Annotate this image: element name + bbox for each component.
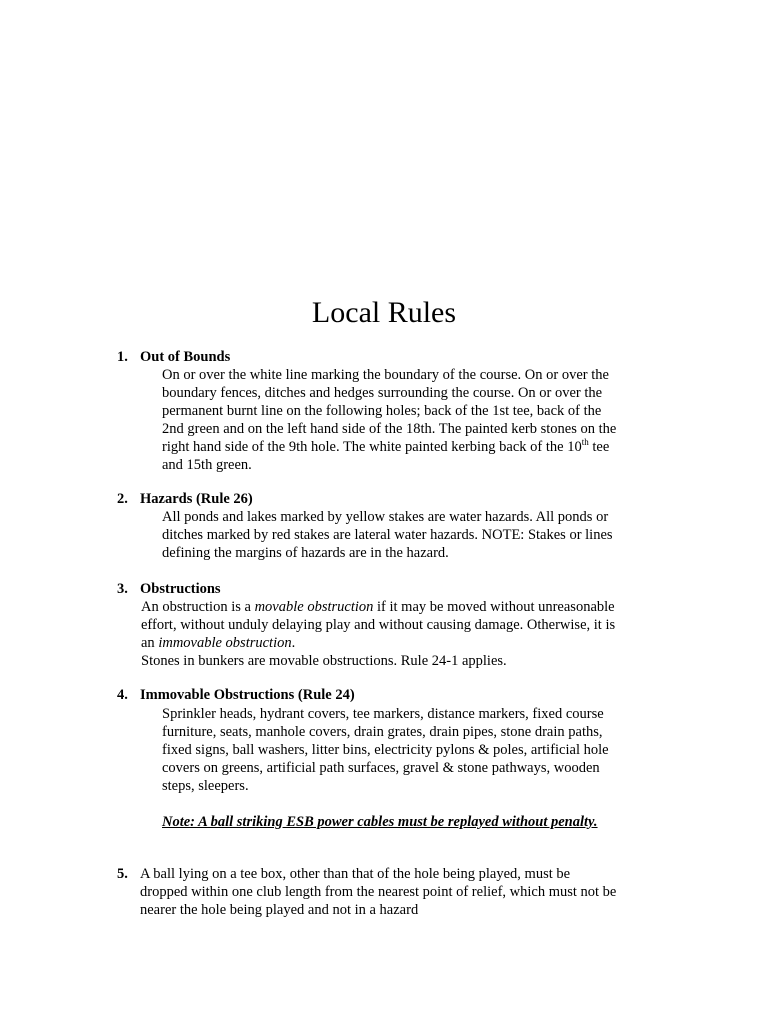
section-number: 2. [117,491,128,507]
section-number: 1. [117,349,128,365]
body-line: Stones in bunkers are movable obstructions. Rule 24-1 applies. [141,653,507,669]
note-text: Note: A ball striking ESB power cables must be replayed without penalty. [162,814,598,830]
body-line: A ball lying on a tee box, other than that of the hole being played, must be [140,866,571,882]
body-line: and 15th green. [162,457,252,473]
section-heading: Out of Bounds [140,349,231,365]
body-text: tee [588,439,610,455]
body-line: permanent burnt line on the following holes; back of the 1st tee, back of the [162,403,602,419]
body-text: an [141,635,159,651]
body-text: An obstruction is a [141,599,255,615]
body-line: Sprinkler heads, hydrant covers, tee markers, distance markers, fixed course [162,706,604,722]
body-line: ditches marked by red stakes are lateral water hazards. NOTE: Stakes or lines [162,527,613,543]
body-line: steps, sleepers. [162,778,249,794]
body-line: furniture, seats, manhole covers, drain grates, drain pipes, stone drain paths, [162,724,603,740]
section-number: 4. [117,687,128,703]
body-line: 2nd green and on the left hand side of the 18th. The painted kerb stones on the [162,421,617,437]
section-body [162,705,609,795]
section-body [140,865,616,919]
section-heading: Hazards (Rule 26) [140,491,253,507]
emphasis-text: immovable obstruction [158,635,292,651]
section-body [162,366,616,474]
body-text: if it may be moved without unreasonable [373,599,615,615]
body-line: On or over the white line marking the boundary of the course. On or over the [162,367,609,383]
page-title: Local Rules [311,296,457,329]
body-text: right hand side of the 9th hole. The white painted kerbing back of the 10 [162,439,582,455]
section-number: 5. [117,866,128,882]
body-line: defining the margins of hazards are in the hazard. [162,545,449,561]
body-line [162,438,616,456]
body-line: dropped within one club length from the nearest point of relief, which must not be [140,884,617,900]
body-text: . [291,635,296,651]
body-line [141,598,615,616]
body-line: All ponds and lakes marked by yellow stakes are water hazards. All ponds or [162,509,609,525]
body-line [141,634,615,652]
body-line: boundary fences, ditches and hedges surrounding the course. On or over the [162,385,603,401]
section-heading: Immovable Obstructions (Rule 24) [140,687,355,703]
body-line: effort, without unduly delaying play and without causing damage. Otherwise, it is [141,617,616,633]
body-line: fixed signs, ball washers, litter bins, electricity pylons & poles, artificial hole [162,742,609,758]
body-line: covers on greens, artificial path surfaces, gravel & stone pathways, wooden [162,760,600,776]
section-body [141,598,615,670]
section-heading: Obstructions [140,581,221,597]
body-line: nearer the hole being played and not in a hazard [140,902,419,918]
section-number: 3. [117,581,128,597]
section-body [162,508,613,562]
superscript: th [581,437,589,447]
note-line [162,813,598,831]
emphasis-text: movable obstruction [254,599,374,615]
